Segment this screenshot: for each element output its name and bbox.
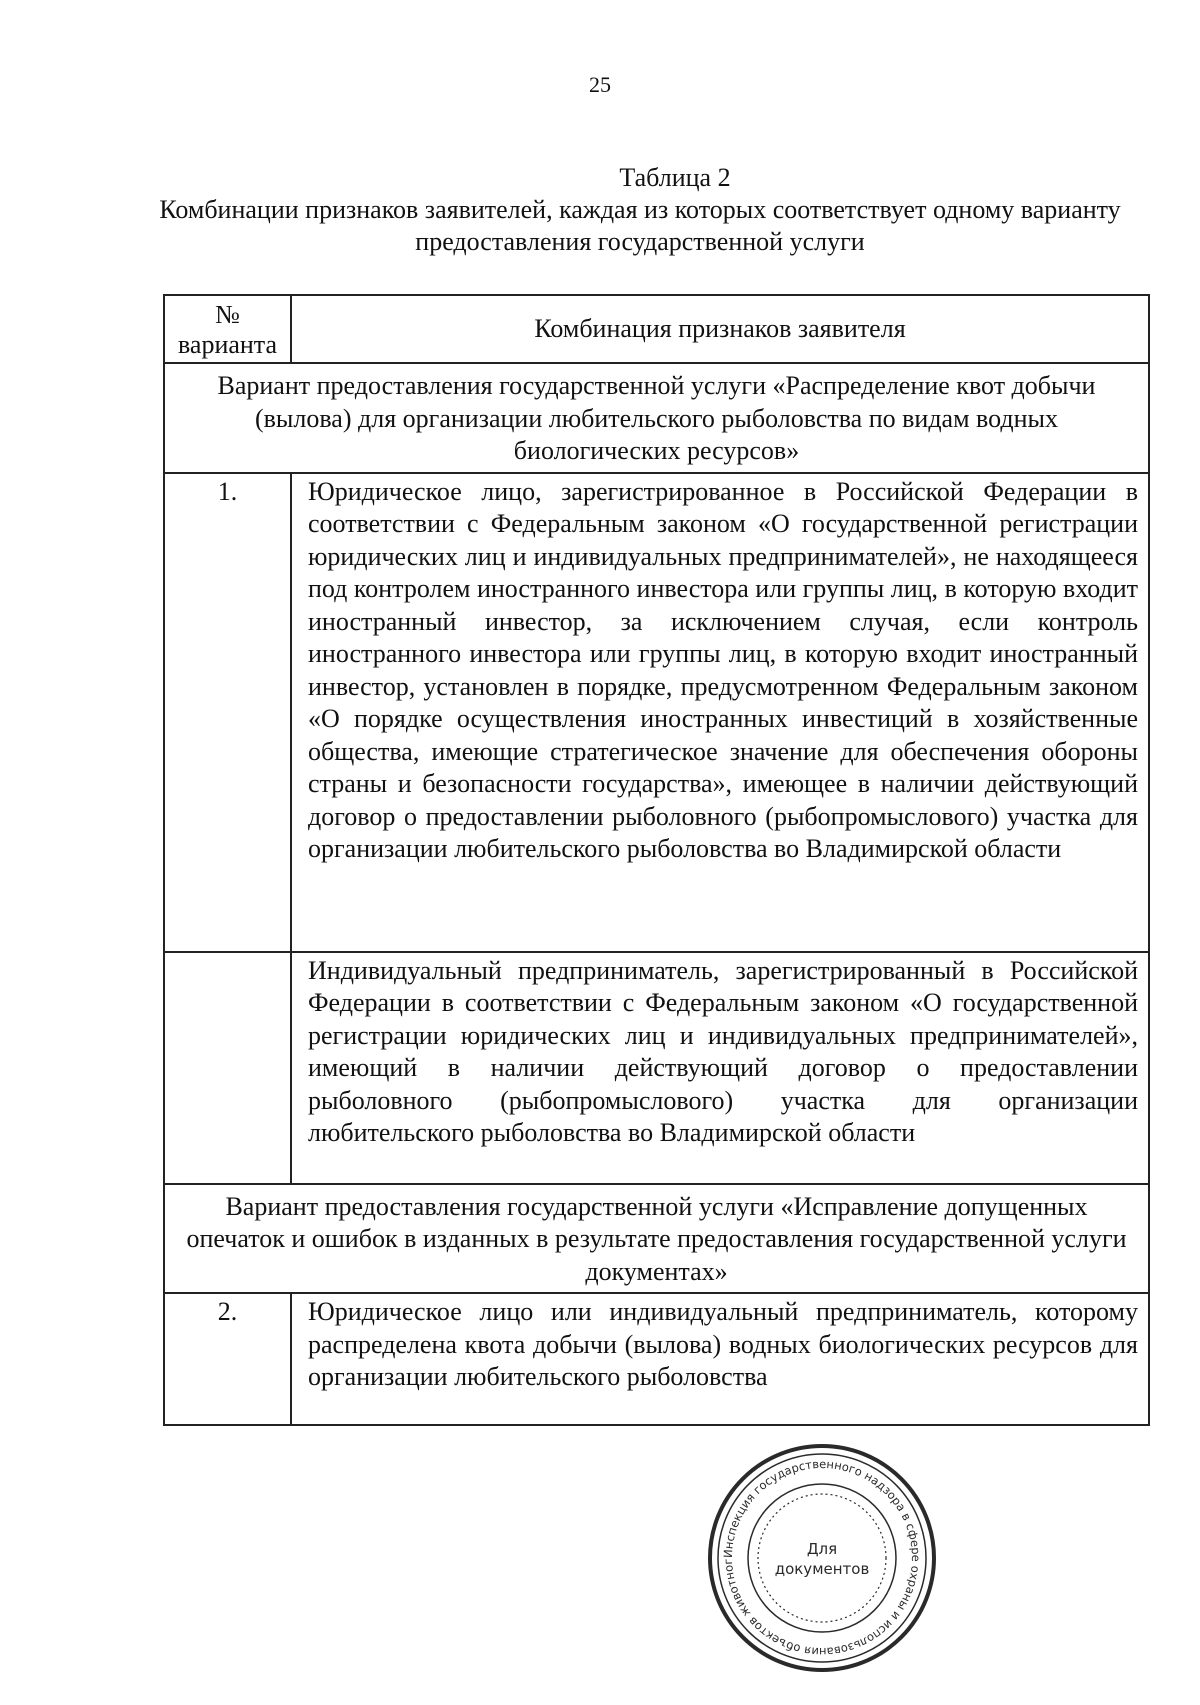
applicant-combination: Юридическое лицо, зарегистрированное в Российской Федерации в соответствии с Федеральным законом «О государственной регистрации юридических лиц и индивидуальных предпринимателей», не находящееся под контролем иностранного инвестора или группы лиц, в которую входит иностранный инвестор, за исключением случая, если контроль иностранного инвестора или группы лиц, в которую входит иностранный инвестор, установлен в порядке, предусмотренном Федеральным законом «О порядке осуществления иностранных инвестиций в хозяйственные общества, имеющие стратегическое значение для обеспечения обороны страны и безопасности государства», имеющее в наличии действующий договор о предоставлении рыболовного (рыбопромыслового) участка для организации любительского рыболовства во Владимирской области: [291, 473, 1149, 952]
header-combination-cell: Комбинация признаков заявителя: [291, 295, 1149, 363]
variant-number: 2.: [164, 1293, 291, 1425]
table-title: Комбинации признаков заявителей, каждая из которых соответствует одному варианту предоставления государственной услуги: [159, 195, 1121, 256]
header-number-cell: № варианта: [164, 295, 291, 363]
table-row: [164, 1293, 1149, 1425]
stamp-center-text: Для: [806, 1540, 838, 1558]
applicant-combination: Индивидуальный предприниматель, зарегистрированный в Российской Федерации в соответствии с Федеральным законом «О государственной регистрации юридических лиц и индивидуальных предпринимателей», имеющий в наличии действующий договор о предоставлении рыболовного (рыбопромыслового) участка для организации любительского рыболовства во Владимирской области: [291, 952, 1149, 1184]
applicant-combination: Юридическое лицо или индивидуальный предприниматель, которому распределена квота добычи (вылова) водных биологических ресурсов для организации любительского рыболовства: [291, 1293, 1149, 1425]
variant-number: 1.: [164, 473, 291, 952]
page-number: 25: [589, 72, 611, 97]
stamp-center-text: документов: [774, 1560, 870, 1578]
section-heading: Вариант предоставления государственной услуги «Распределение квот добычи (вылова) для организации любительского рыболовства по видам водных биологических ресурсов»: [164, 363, 1149, 473]
stamp-seal-icon: [706, 1442, 938, 1674]
table-caption: [150, 162, 1130, 258]
stamp-ring-text: Инспекция государственного надзора в сфере охраны и использования объектов животног: [720, 1456, 924, 1660]
table-label: Таблица 2: [619, 163, 731, 192]
variants-table: [163, 294, 1150, 1426]
section-heading-row: [164, 1184, 1149, 1294]
table-row: [164, 473, 1149, 952]
official-stamp: [706, 1442, 938, 1674]
table-header-row: [164, 295, 1149, 363]
section-heading: Вариант предоставления государственной услуги «Исправление допущенных опечаток и ошибок в изданных в результате предоставления государственной услуги документах»: [164, 1184, 1149, 1294]
variant-number: [164, 952, 291, 1184]
table-row: [164, 952, 1149, 1184]
section-heading-row: [164, 363, 1149, 473]
